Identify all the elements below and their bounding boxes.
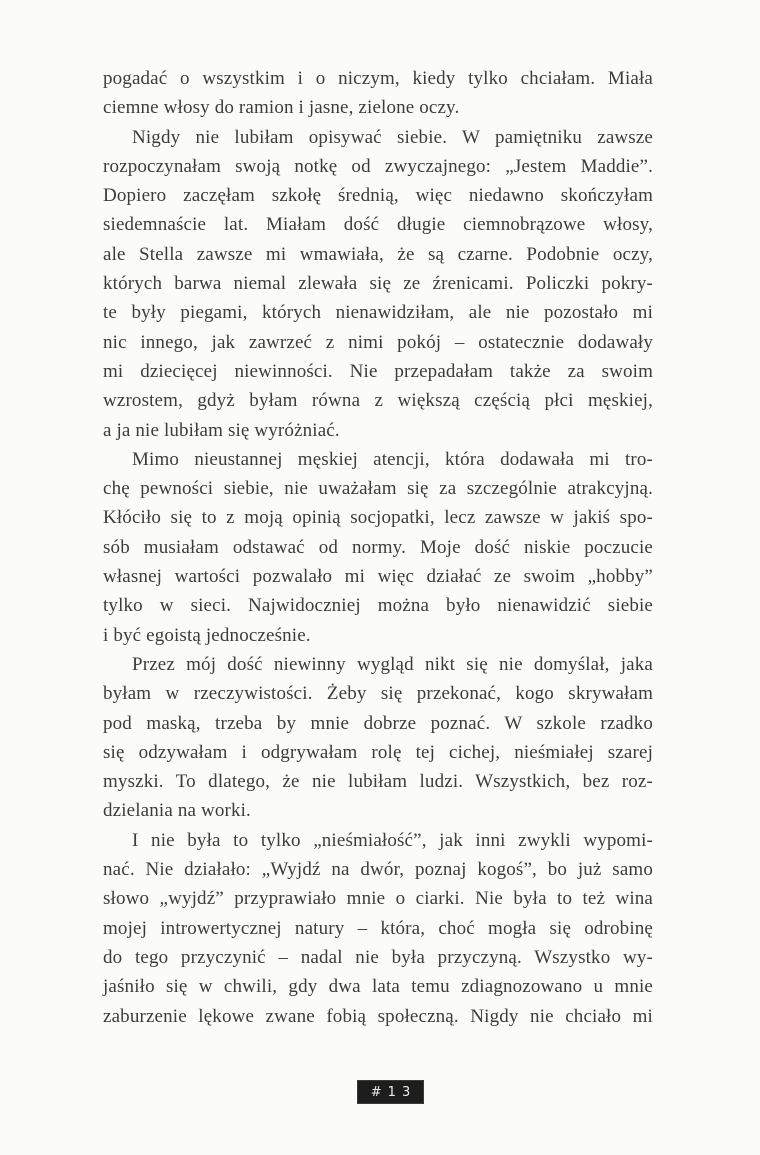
text-line: i być egoistą jednocześnie. [103, 624, 311, 646]
text-line: Nigdy nie lubiłam opisywać siebie. W pamiętniku zawsze [132, 126, 653, 148]
text-line: nic innego, jak zawrzeć z nimi pokój – ostatecznie dodawały [103, 331, 653, 353]
page-number-label: #13 [370, 1084, 417, 1100]
text-line: ciemne włosy do ramion i jasne, zielone oczy. [103, 97, 460, 119]
text-line: chę pewności siebie, nie uważałam się za szczególnie atrakcyjną. [103, 478, 653, 500]
text-line: dzielania na worki. [103, 800, 251, 822]
text-line: do tego przyczynić – nadal nie była przyczyną. Wszystko wy- [103, 946, 653, 968]
page-number-badge [357, 1080, 424, 1104]
text-line: zaburzenie lękowe zwane fobią społeczną. Nigdy nie chciało mi [103, 1005, 653, 1027]
text-line: słowo „wyjdź” przyprawiało mnie o ciarki. Nie była to też wina [103, 888, 653, 910]
text-line: te były piegami, których nienawidziłam, ale nie pozostało mi [103, 302, 653, 324]
text-line: Kłóciło się to z moją opinią socjopatki, lecz zawsze w jakiś spo- [103, 507, 653, 529]
text-line: nać. Nie działało: „Wyjdź na dwór, poznaj kogoś”, bo już samo [103, 859, 653, 881]
text-line: Przez mój dość niewinny wygląd nikt się nie domyślał, jaka [132, 653, 653, 675]
text-line: mojej introwertycznej natury – która, choć mogła się odrobinę [103, 917, 653, 939]
text-line: ale Stella zawsze mi wmawiała, że są czarne. Podobnie oczy, [103, 243, 653, 265]
text-line: pogadać o wszystkim i o niczym, kiedy tylko chciałam. Miała [103, 68, 653, 89]
text-line: mi dziecięcej niewinności. Nie przepadałam także za swoim [103, 360, 653, 382]
text-line: własnej wartości pozwalało mi więc działać ze swoim „hobby” [103, 566, 653, 588]
text-line: jaśniło się w chwili, gdy dwa lata temu zdiagnozowano u mnie [103, 976, 653, 998]
text-line: a ja nie lubiłam się wyróżniać. [103, 419, 340, 441]
text-line: sób musiałam odstawać od normy. Moje dość niskie poczucie [103, 536, 653, 558]
text-line: myszki. To dlatego, że nie lubiłam ludzi. Wszystkich, bez roz- [103, 771, 653, 793]
text-line: rozpoczynałam swoją notkę od zwyczajnego: „Jestem Maddie”. [103, 155, 653, 177]
text-line: byłam w rzeczywistości. Żeby się przekonać, kogo skrywałam [103, 683, 653, 705]
text-line: tylko w sieci. Najwidoczniej można było nienawidzić siebie [103, 595, 653, 617]
text-line: Mimo nieustannej męskiej atencji, która dodawała mi tro- [132, 448, 653, 470]
text-line: pod maską, trzeba by mnie dobrze poznać. W szkole rzadko [103, 712, 653, 734]
text-line: I nie była to tylko „nieśmiałość”, jak inni zwykli wypomi- [132, 829, 653, 851]
text-line: których barwa niemal zlewała się ze źrenicami. Policzki pokry- [103, 273, 653, 295]
text-line: siedemnaście lat. Miałam dość długie ciemnobrązowe włosy, [103, 214, 653, 236]
text-line: się odzywałam i odgrywałam rolę tej cichej, nieśmiałej szarej [103, 741, 653, 763]
page-text-block [103, 64, 653, 1031]
text-line: Dopiero zaczęłam szkołę średnią, więc niedawno skończyłam [103, 185, 653, 207]
text-line: wzrostem, gdyż byłam równa z większą częścią płci męskiej, [103, 390, 653, 412]
